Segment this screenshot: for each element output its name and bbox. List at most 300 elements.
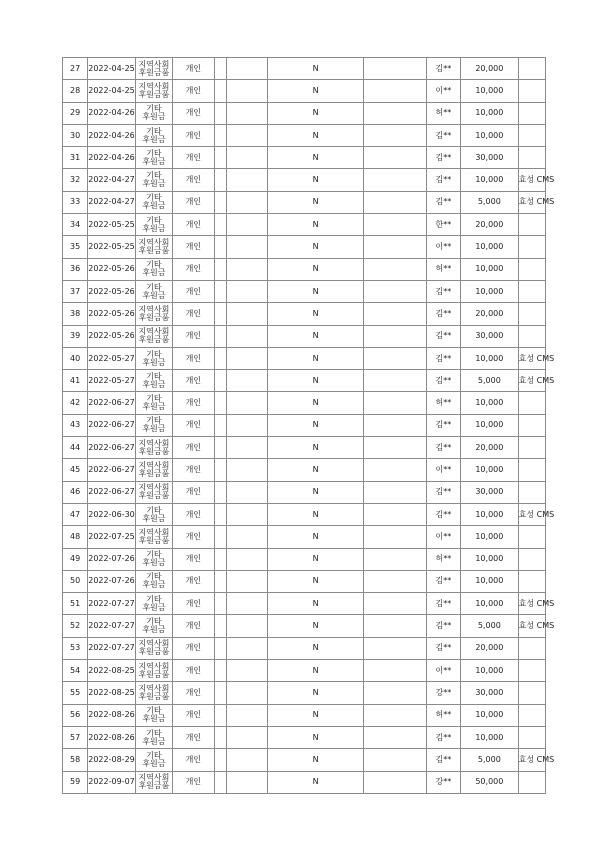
donation-type-cell <box>135 303 172 325</box>
date-cell: 2022-04-26 <box>88 102 135 124</box>
donation-type-cell <box>135 526 172 548</box>
donation-type-line: 기타 <box>146 171 162 181</box>
date-cell: 2022-08-29 <box>88 749 135 771</box>
table-row <box>63 459 546 481</box>
donation-type-line: 후원금 <box>142 758 166 768</box>
date-cell: 2022-06-30 <box>88 503 135 525</box>
date-cell: 2022-09-07 <box>88 771 135 793</box>
date-cell: 2022-07-25 <box>88 526 135 548</box>
donor-name-cell: 허** <box>426 392 460 414</box>
donor-name-cell: 김** <box>426 481 460 503</box>
donor-kind-cell: 개인 <box>173 370 214 392</box>
row-number-cell: 43 <box>63 414 88 436</box>
donation-type-line: 후원금 <box>142 580 166 590</box>
empty-cell <box>226 169 267 191</box>
empty-cell <box>364 169 427 191</box>
empty-cell <box>364 280 427 302</box>
donor-name-cell: 이** <box>426 459 460 481</box>
empty-cell <box>364 570 427 592</box>
amount-cell: 20,000 <box>461 637 519 659</box>
empty-cell <box>214 102 226 124</box>
flag-cell: N <box>268 214 364 236</box>
date-cell: 2022-04-27 <box>88 169 135 191</box>
table-row <box>63 615 546 637</box>
date-cell: 2022-05-26 <box>88 303 135 325</box>
donation-type-line: 기타 <box>146 750 162 760</box>
donation-type-line: 후원금 <box>142 201 166 211</box>
empty-cell <box>364 214 427 236</box>
donation-type-line: 기타 <box>146 594 162 604</box>
empty-cell <box>214 325 226 347</box>
empty-cell <box>226 236 267 258</box>
donor-kind-cell: 개인 <box>173 280 214 302</box>
table-row <box>63 704 546 726</box>
donation-type-line: 후원금품 <box>138 491 170 501</box>
date-cell: 2022-05-27 <box>88 370 135 392</box>
row-number-cell: 40 <box>63 347 88 369</box>
flag-cell: N <box>268 303 364 325</box>
date-cell: 2022-08-26 <box>88 726 135 748</box>
donation-type-line: 기타 <box>146 617 162 627</box>
date-cell: 2022-07-26 <box>88 570 135 592</box>
empty-cell <box>364 771 427 793</box>
empty-cell <box>226 147 267 169</box>
donation-type-line: 기타 <box>146 371 162 381</box>
note-cell <box>518 80 545 102</box>
donation-type-line: 지역사회 <box>138 59 170 69</box>
donor-kind-cell: 개인 <box>173 392 214 414</box>
donor-kind-cell: 개인 <box>173 637 214 659</box>
flag-cell: N <box>268 570 364 592</box>
empty-cell <box>364 147 427 169</box>
donor-kind-cell: 개인 <box>173 58 214 80</box>
donor-name-cell: 김** <box>426 347 460 369</box>
row-number-cell: 29 <box>63 102 88 124</box>
note-cell: 효성 CMS <box>518 169 545 191</box>
donor-kind-cell: 개인 <box>173 771 214 793</box>
note-cell <box>518 548 545 570</box>
date-cell: 2022-07-26 <box>88 548 135 570</box>
date-cell: 2022-05-25 <box>88 236 135 258</box>
flag-cell: N <box>268 258 364 280</box>
table-row <box>63 102 546 124</box>
donor-name-cell: 이** <box>426 236 460 258</box>
empty-cell <box>214 280 226 302</box>
donation-type-line: 후원금 <box>142 625 166 635</box>
empty-cell <box>214 124 226 146</box>
donor-kind-cell: 개인 <box>173 704 214 726</box>
table-row <box>63 236 546 258</box>
donation-type-cell <box>135 637 172 659</box>
empty-cell <box>214 637 226 659</box>
flag-cell: N <box>268 637 364 659</box>
row-number-cell: 33 <box>63 191 88 213</box>
amount-cell: 50,000 <box>461 771 519 793</box>
donor-kind-cell: 개인 <box>173 548 214 570</box>
donor-kind-cell: 개인 <box>173 124 214 146</box>
donation-type-line: 기타 <box>146 104 162 114</box>
note-cell <box>518 704 545 726</box>
donation-type-line: 후원금 <box>142 424 166 434</box>
donation-type-cell <box>135 58 172 80</box>
note-cell <box>518 147 545 169</box>
flag-cell: N <box>268 370 364 392</box>
donor-name-cell: 허** <box>426 258 460 280</box>
donation-type-line: 후원금품 <box>138 67 170 77</box>
donation-type-cell <box>135 570 172 592</box>
empty-cell <box>214 503 226 525</box>
empty-cell <box>214 704 226 726</box>
table-row <box>63 392 546 414</box>
donor-name-cell: 김** <box>426 637 460 659</box>
donor-name-cell: 김** <box>426 325 460 347</box>
table-row <box>63 169 546 191</box>
empty-cell <box>214 548 226 570</box>
row-number-cell: 51 <box>63 593 88 615</box>
empty-cell <box>226 58 267 80</box>
date-cell: 2022-06-27 <box>88 392 135 414</box>
amount-cell: 10,000 <box>461 570 519 592</box>
flag-cell: N <box>268 124 364 146</box>
donation-type-line: 기타 <box>146 282 162 292</box>
empty-cell <box>226 682 267 704</box>
donor-kind-cell: 개인 <box>173 481 214 503</box>
note-cell <box>518 124 545 146</box>
donor-kind-cell: 개인 <box>173 437 214 459</box>
donation-type-cell <box>135 102 172 124</box>
row-number-cell: 42 <box>63 392 88 414</box>
amount-cell: 5,000 <box>461 370 519 392</box>
empty-cell <box>364 637 427 659</box>
date-cell: 2022-05-25 <box>88 214 135 236</box>
note-cell <box>518 637 545 659</box>
donation-type-cell <box>135 370 172 392</box>
empty-cell <box>214 169 226 191</box>
donation-type-line: 후원금 <box>142 736 166 746</box>
amount-cell: 30,000 <box>461 481 519 503</box>
table-row <box>63 548 546 570</box>
empty-cell <box>214 593 226 615</box>
row-number-cell: 37 <box>63 280 88 302</box>
flag-cell: N <box>268 682 364 704</box>
table-row <box>63 526 546 548</box>
table-row <box>63 682 546 704</box>
empty-cell <box>226 570 267 592</box>
empty-cell <box>364 704 427 726</box>
empty-cell <box>364 548 427 570</box>
donation-type-cell <box>135 660 172 682</box>
donation-type-line: 지역사회 <box>138 661 170 671</box>
date-cell: 2022-06-27 <box>88 459 135 481</box>
donor-name-cell: 김** <box>426 280 460 302</box>
donor-name-cell: 김** <box>426 191 460 213</box>
row-number-cell: 45 <box>63 459 88 481</box>
flag-cell: N <box>268 771 364 793</box>
empty-cell <box>364 481 427 503</box>
empty-cell <box>226 347 267 369</box>
empty-cell <box>364 503 427 525</box>
row-number-cell: 31 <box>63 147 88 169</box>
amount-cell: 20,000 <box>461 437 519 459</box>
amount-cell: 5,000 <box>461 749 519 771</box>
donor-kind-cell: 개인 <box>173 102 214 124</box>
empty-cell <box>214 258 226 280</box>
date-cell: 2022-07-27 <box>88 637 135 659</box>
note-cell: 효성 CMS <box>518 749 545 771</box>
empty-cell <box>226 749 267 771</box>
empty-cell <box>226 726 267 748</box>
note-cell <box>518 258 545 280</box>
donation-type-cell <box>135 593 172 615</box>
row-number-cell: 46 <box>63 481 88 503</box>
donation-type-line: 지역사회 <box>138 483 170 493</box>
donation-type-line: 후원금품 <box>138 691 170 701</box>
table-row <box>63 771 546 793</box>
amount-cell: 5,000 <box>461 615 519 637</box>
donation-type-cell <box>135 80 172 102</box>
amount-cell: 30,000 <box>461 147 519 169</box>
donation-type-line: 기타 <box>146 416 162 426</box>
table-row <box>63 370 546 392</box>
donor-kind-cell: 개인 <box>173 593 214 615</box>
donor-kind-cell: 개인 <box>173 570 214 592</box>
empty-cell <box>364 124 427 146</box>
table-row <box>63 570 546 592</box>
amount-cell: 10,000 <box>461 459 519 481</box>
empty-cell <box>226 392 267 414</box>
empty-cell <box>364 414 427 436</box>
empty-cell <box>214 726 226 748</box>
note-cell: 효성 CMS <box>518 593 545 615</box>
flag-cell: N <box>268 392 364 414</box>
amount-cell: 30,000 <box>461 325 519 347</box>
row-number-cell: 52 <box>63 615 88 637</box>
donation-type-line: 지역사회 <box>138 683 170 693</box>
row-number-cell: 48 <box>63 526 88 548</box>
note-cell <box>518 102 545 124</box>
donor-name-cell: 강** <box>426 771 460 793</box>
donation-type-cell <box>135 124 172 146</box>
donor-kind-cell: 개인 <box>173 347 214 369</box>
donor-name-cell: 이** <box>426 526 460 548</box>
table-row <box>63 593 546 615</box>
table-row <box>63 347 546 369</box>
amount-cell: 10,000 <box>461 258 519 280</box>
note-cell <box>518 437 545 459</box>
note-cell <box>518 570 545 592</box>
empty-cell <box>364 726 427 748</box>
empty-cell <box>364 58 427 80</box>
donor-name-cell: 김** <box>426 437 460 459</box>
date-cell: 2022-08-25 <box>88 660 135 682</box>
amount-cell: 10,000 <box>461 548 519 570</box>
table-row <box>63 147 546 169</box>
empty-cell <box>214 771 226 793</box>
donor-kind-cell: 개인 <box>173 325 214 347</box>
row-number-cell: 58 <box>63 749 88 771</box>
row-number-cell: 27 <box>63 58 88 80</box>
donation-type-line: 기타 <box>146 706 162 716</box>
row-number-cell: 49 <box>63 548 88 570</box>
donor-kind-cell: 개인 <box>173 503 214 525</box>
flag-cell: N <box>268 660 364 682</box>
empty-cell <box>214 80 226 102</box>
donation-type-cell <box>135 682 172 704</box>
row-number-cell: 56 <box>63 704 88 726</box>
donation-type-cell <box>135 236 172 258</box>
donor-name-cell: 허** <box>426 548 460 570</box>
donor-kind-cell: 개인 <box>173 615 214 637</box>
flag-cell: N <box>268 459 364 481</box>
empty-cell <box>226 414 267 436</box>
flag-cell: N <box>268 726 364 748</box>
flag-cell: N <box>268 347 364 369</box>
date-cell: 2022-04-27 <box>88 191 135 213</box>
ledger-body <box>63 58 555 794</box>
flag-cell: N <box>268 593 364 615</box>
donation-type-line: 후원금품 <box>138 468 170 478</box>
note-cell <box>518 726 545 748</box>
donor-kind-cell: 개인 <box>173 303 214 325</box>
date-cell: 2022-06-27 <box>88 414 135 436</box>
donor-name-cell: 김** <box>426 503 460 525</box>
donor-name-cell: 김** <box>426 593 460 615</box>
flag-cell: N <box>268 80 364 102</box>
empty-cell <box>214 570 226 592</box>
flag-cell: N <box>268 414 364 436</box>
row-number-cell: 36 <box>63 258 88 280</box>
empty-cell <box>364 682 427 704</box>
donor-name-cell: 이** <box>426 80 460 102</box>
donation-type-line: 기타 <box>146 260 162 270</box>
flag-cell: N <box>268 503 364 525</box>
table-row <box>63 80 546 102</box>
donor-kind-cell: 개인 <box>173 459 214 481</box>
amount-cell: 10,000 <box>461 503 519 525</box>
note-cell: 효성 CMS <box>518 191 545 213</box>
row-number-cell: 57 <box>63 726 88 748</box>
donation-type-cell <box>135 280 172 302</box>
empty-cell <box>214 437 226 459</box>
amount-cell: 20,000 <box>461 58 519 80</box>
note-cell <box>518 459 545 481</box>
empty-cell <box>214 615 226 637</box>
empty-cell <box>214 526 226 548</box>
date-cell: 2022-05-26 <box>88 325 135 347</box>
donation-type-line: 후원금 <box>142 156 166 166</box>
amount-cell: 20,000 <box>461 214 519 236</box>
donation-type-cell <box>135 214 172 236</box>
table-row <box>63 191 546 213</box>
amount-cell: 10,000 <box>461 726 519 748</box>
note-cell: 효성 CMS <box>518 615 545 637</box>
note-cell <box>518 660 545 682</box>
empty-cell <box>364 191 427 213</box>
donor-kind-cell: 개인 <box>173 726 214 748</box>
empty-cell <box>226 102 267 124</box>
date-cell: 2022-04-26 <box>88 124 135 146</box>
donation-type-line: 기타 <box>146 193 162 203</box>
row-number-cell: 35 <box>63 236 88 258</box>
donation-type-line: 후원금 <box>142 223 166 233</box>
empty-cell <box>226 303 267 325</box>
empty-cell <box>214 58 226 80</box>
note-cell <box>518 414 545 436</box>
empty-cell <box>364 526 427 548</box>
amount-cell: 20,000 <box>461 303 519 325</box>
flag-cell: N <box>268 548 364 570</box>
flag-cell: N <box>268 191 364 213</box>
donation-type-cell <box>135 503 172 525</box>
empty-cell <box>364 615 427 637</box>
empty-cell <box>214 481 226 503</box>
table-row <box>63 258 546 280</box>
row-number-cell: 32 <box>63 169 88 191</box>
donation-type-cell <box>135 169 172 191</box>
amount-cell: 10,000 <box>461 80 519 102</box>
table-row <box>63 280 546 302</box>
date-cell: 2022-08-25 <box>88 682 135 704</box>
row-number-cell: 41 <box>63 370 88 392</box>
date-cell: 2022-04-26 <box>88 147 135 169</box>
donor-name-cell: 강** <box>426 682 460 704</box>
donor-name-cell: 김** <box>426 726 460 748</box>
empty-cell <box>226 325 267 347</box>
donation-type-line: 기타 <box>146 126 162 136</box>
donation-type-line: 기타 <box>146 349 162 359</box>
donation-type-line: 기타 <box>146 148 162 158</box>
empty-cell <box>226 526 267 548</box>
donor-kind-cell: 개인 <box>173 682 214 704</box>
donation-type-line: 후원금품 <box>138 781 170 791</box>
date-cell: 2022-05-26 <box>88 280 135 302</box>
donor-name-cell: 이** <box>426 660 460 682</box>
empty-cell <box>364 347 427 369</box>
empty-cell <box>364 437 427 459</box>
empty-cell <box>214 660 226 682</box>
empty-cell <box>226 503 267 525</box>
empty-cell <box>214 414 226 436</box>
flag-cell: N <box>268 437 364 459</box>
flag-cell: N <box>268 704 364 726</box>
row-number-cell: 34 <box>63 214 88 236</box>
donor-name-cell: 김** <box>426 169 460 191</box>
empty-cell <box>226 258 267 280</box>
donor-kind-cell: 개인 <box>173 526 214 548</box>
note-cell <box>518 682 545 704</box>
empty-cell <box>226 548 267 570</box>
flag-cell: N <box>268 58 364 80</box>
donation-type-cell <box>135 459 172 481</box>
donation-type-line: 지역사회 <box>138 438 170 448</box>
donation-type-line: 후원금 <box>142 513 166 523</box>
flag-cell: N <box>268 481 364 503</box>
donation-type-line: 후원금 <box>142 112 166 122</box>
donor-kind-cell: 개인 <box>173 191 214 213</box>
table-row <box>63 660 546 682</box>
note-cell <box>518 58 545 80</box>
donation-type-line: 후원금 <box>142 357 166 367</box>
amount-cell: 10,000 <box>461 593 519 615</box>
amount-cell: 10,000 <box>461 124 519 146</box>
amount-cell: 10,000 <box>461 102 519 124</box>
amount-cell: 10,000 <box>461 392 519 414</box>
amount-cell: 10,000 <box>461 236 519 258</box>
donor-kind-cell: 개인 <box>173 169 214 191</box>
table-row <box>63 303 546 325</box>
empty-cell <box>226 593 267 615</box>
donation-type-line: 기타 <box>146 394 162 404</box>
